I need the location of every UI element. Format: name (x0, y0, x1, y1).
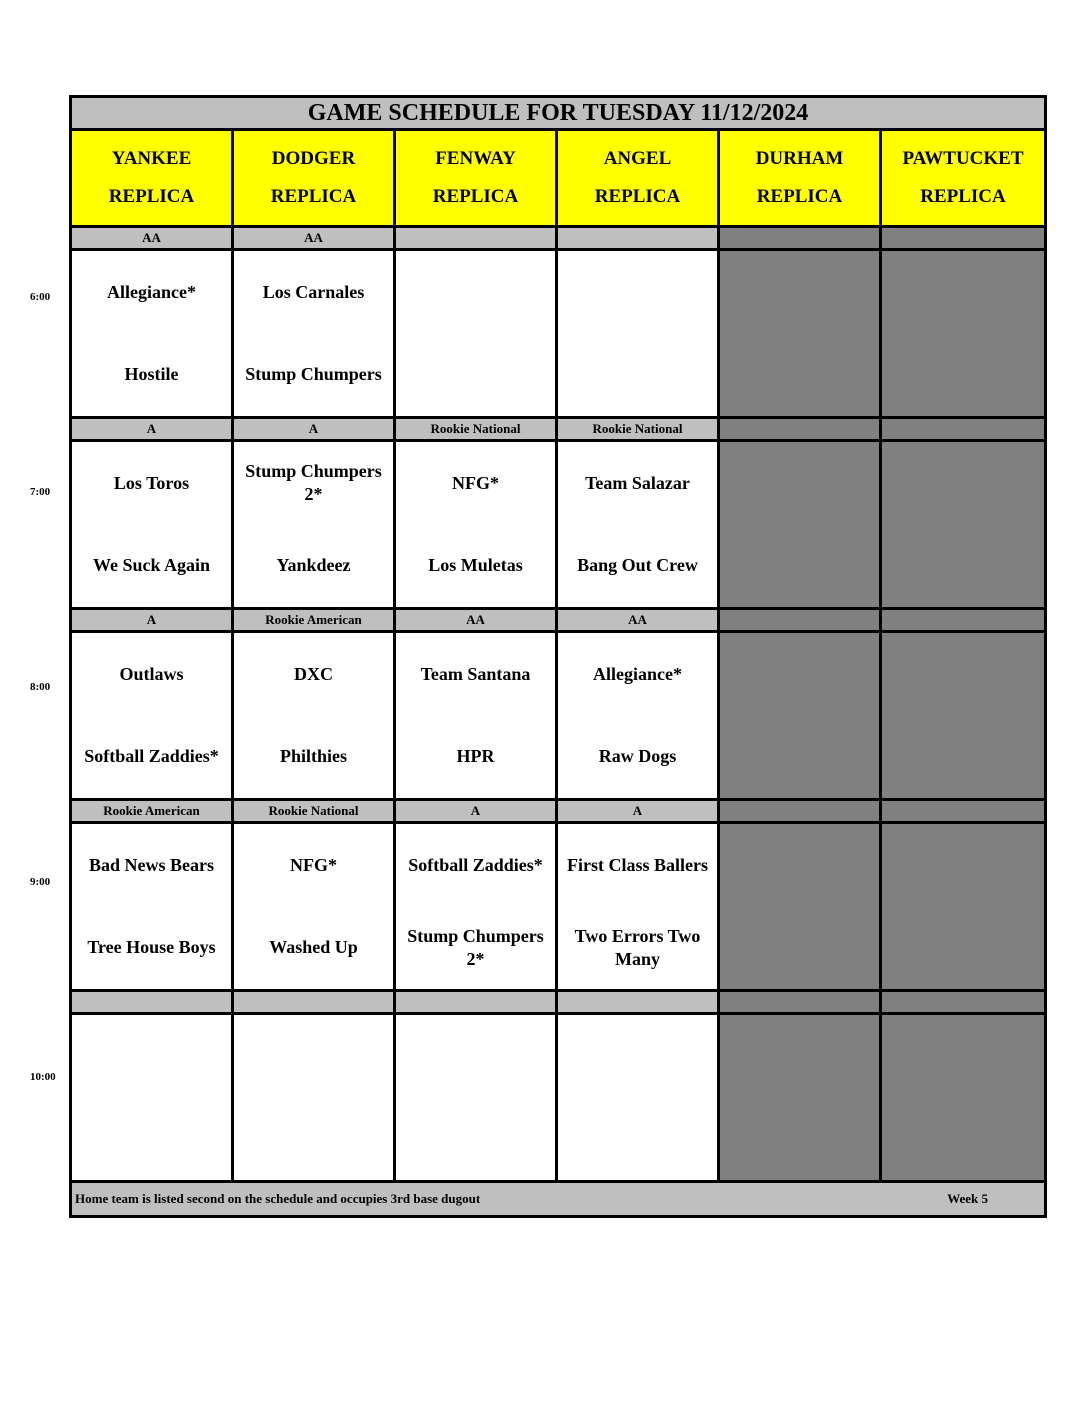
field-header-fenway (395, 130, 557, 227)
division-label: AA (233, 227, 395, 250)
division-label (719, 800, 881, 823)
week-label: Week 5 (947, 1191, 988, 1206)
home-team (558, 1098, 717, 1181)
field-subtitle: REPLICA (756, 186, 843, 207)
game-cell (719, 441, 881, 609)
division-row (71, 227, 1046, 250)
schedule-title: GAME SCHEDULE FOR TUESDAY 11/12/2024 (71, 97, 1046, 130)
division-label (557, 227, 719, 250)
game-cell (233, 823, 395, 991)
field-name: DURHAM (755, 148, 844, 169)
home-team (396, 334, 555, 417)
time-column (0, 0, 68, 1408)
division-label: Rookie National (395, 418, 557, 441)
division-label: Rookie American (233, 609, 395, 632)
away-team: Outlaws (119, 663, 184, 684)
away-team: Bad News Bears (89, 854, 214, 875)
division-label (881, 418, 1046, 441)
home-team: Stump Chumpers (245, 364, 382, 385)
game-row (71, 1014, 1046, 1182)
home-team (720, 907, 879, 990)
home-team: Softball Zaddies* (84, 746, 219, 767)
away-team (720, 442, 879, 525)
game-cell (881, 1014, 1046, 1182)
field-header-dodger (233, 130, 395, 227)
field-header-angel (557, 130, 719, 227)
away-team (720, 1015, 879, 1098)
game-cell (395, 1014, 557, 1182)
division-label: AA (557, 609, 719, 632)
field-subtitle: REPLICA (270, 186, 357, 207)
field-header-durham (719, 130, 881, 227)
home-team (882, 334, 1044, 417)
division-label: AA (395, 609, 557, 632)
away-team (558, 1015, 717, 1098)
home-team: Stump Chumpers 2* (407, 925, 544, 969)
division-label: Rookie National (233, 800, 395, 823)
game-cell (71, 632, 233, 800)
game-cell (71, 250, 233, 418)
game-row (71, 632, 1046, 800)
field-name: DODGER (271, 148, 356, 169)
division-label: A (557, 800, 719, 823)
game-cell (719, 1014, 881, 1182)
division-label: A (395, 800, 557, 823)
away-team (882, 1015, 1044, 1098)
game-cell (71, 441, 233, 609)
time-label: 9:00 (30, 876, 51, 888)
division-label: AA (71, 227, 233, 250)
away-team (882, 824, 1044, 907)
division-label (71, 991, 233, 1014)
division-label: A (71, 418, 233, 441)
away-team (882, 442, 1044, 525)
home-team (234, 1098, 393, 1181)
time-label: 8:00 (30, 681, 51, 693)
field-name: ANGEL (603, 148, 672, 169)
game-cell (557, 250, 719, 418)
game-cell (71, 1014, 233, 1182)
game-cell (881, 441, 1046, 609)
time-label: 10:00 (30, 1071, 56, 1083)
game-row (71, 250, 1046, 418)
away-team (882, 633, 1044, 716)
game-cell (719, 250, 881, 418)
home-team: HPR (456, 746, 495, 767)
game-cell (233, 632, 395, 800)
away-team: Allegiance* (593, 663, 682, 684)
division-label: A (233, 418, 395, 441)
home-team (882, 525, 1044, 608)
home-team: We Suck Again (92, 555, 211, 576)
division-label (719, 418, 881, 441)
field-name: PAWTUCKET (902, 148, 1024, 169)
division-label (881, 800, 1046, 823)
game-cell (395, 823, 557, 991)
field-name: FENWAY (435, 148, 516, 169)
division-label: Rookie National (557, 418, 719, 441)
field-header-yankee (71, 130, 233, 227)
away-team (396, 1015, 555, 1098)
game-cell (881, 632, 1046, 800)
game-cell (395, 250, 557, 418)
home-team (882, 716, 1044, 799)
division-label (881, 991, 1046, 1014)
game-cell (395, 441, 557, 609)
division-label (557, 991, 719, 1014)
division-label (395, 227, 557, 250)
away-team (72, 1015, 231, 1098)
away-team: NFG* (452, 472, 499, 493)
game-cell (557, 823, 719, 991)
game-cell (881, 823, 1046, 991)
home-team (72, 1098, 231, 1181)
game-cell (557, 632, 719, 800)
division-label (881, 227, 1046, 250)
away-team: Team Salazar (585, 472, 690, 493)
away-team (720, 824, 879, 907)
home-team: Two Errors Two Many (574, 925, 701, 969)
footer-note: Home team is listed second on the schedule and occupies 3rd base dugout (75, 1191, 481, 1206)
division-label (881, 609, 1046, 632)
division-row (71, 418, 1046, 441)
away-team: Softball Zaddies* (408, 854, 543, 875)
home-team: Yankdeez (276, 555, 351, 576)
away-team (720, 251, 879, 334)
game-cell (557, 1014, 719, 1182)
game-cell (719, 823, 881, 991)
away-team: Stump Chumpers 2* (245, 461, 382, 505)
home-team: Hostile (124, 364, 179, 385)
home-team: Raw Dogs (598, 746, 677, 767)
division-label (719, 609, 881, 632)
division-label (395, 991, 557, 1014)
home-team: Tree House Boys (87, 937, 216, 958)
away-team: DXC (294, 663, 333, 684)
away-team (234, 1015, 393, 1098)
division-row (71, 991, 1046, 1014)
time-label: 6:00 (30, 291, 51, 303)
home-team (882, 1098, 1044, 1181)
away-team (720, 633, 879, 716)
away-team (558, 251, 717, 334)
game-cell (557, 441, 719, 609)
game-cell (719, 632, 881, 800)
away-team: Los Carnales (262, 281, 365, 302)
game-cell (71, 823, 233, 991)
away-team: First Class Ballers (567, 854, 708, 875)
field-subtitle: REPLICA (432, 186, 519, 207)
home-team (720, 525, 879, 608)
division-label (233, 991, 395, 1014)
away-team (396, 251, 555, 334)
game-cell (233, 250, 395, 418)
game-cell (233, 1014, 395, 1182)
division-label: A (71, 609, 233, 632)
field-subtitle: REPLICA (594, 186, 681, 207)
home-team (720, 716, 879, 799)
footer-bar (71, 1182, 1046, 1217)
home-team (558, 334, 717, 417)
home-team (396, 1098, 555, 1181)
field-header-pawtucket (881, 130, 1046, 227)
home-team: Bang Out Crew (577, 555, 698, 576)
schedule-table (69, 95, 1047, 1218)
home-team (720, 1098, 879, 1181)
game-row (71, 441, 1046, 609)
field-subtitle: REPLICA (920, 186, 1006, 207)
game-cell (395, 632, 557, 800)
away-team: Los Toros (113, 472, 190, 493)
away-team: Team Santana (420, 663, 531, 684)
home-team: Los Muletas (428, 555, 523, 576)
game-cell (881, 250, 1046, 418)
away-team: Allegiance* (107, 281, 196, 302)
division-row (71, 800, 1046, 823)
division-row (71, 609, 1046, 632)
away-team: NFG* (290, 854, 337, 875)
game-cell (233, 441, 395, 609)
home-team: Philthies (279, 746, 347, 767)
home-team: Washed Up (269, 937, 358, 958)
field-subtitle: REPLICA (108, 186, 195, 207)
division-label: Rookie American (71, 800, 233, 823)
home-team (720, 334, 879, 417)
division-label (719, 227, 881, 250)
division-label (719, 991, 881, 1014)
home-team (882, 907, 1044, 990)
field-name: YANKEE (111, 148, 192, 169)
time-label: 7:00 (30, 486, 51, 498)
game-row (71, 823, 1046, 991)
away-team (882, 251, 1044, 334)
